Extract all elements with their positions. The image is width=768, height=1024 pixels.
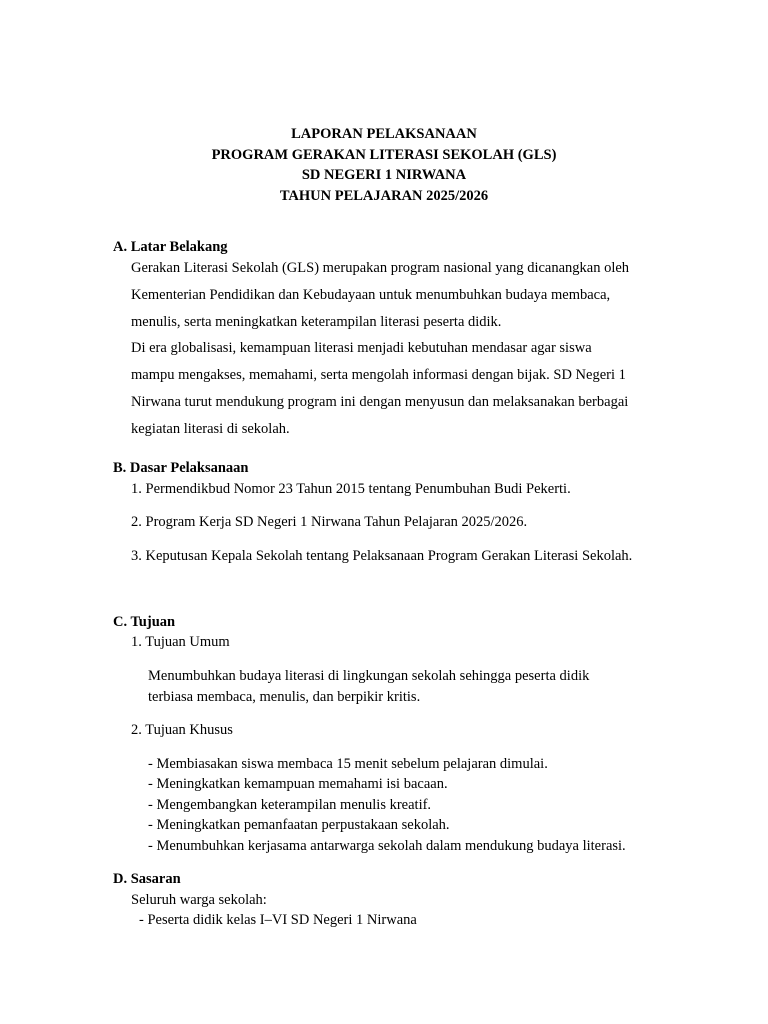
- title-line: TAHUN PELAJARAN 2025/2026: [279, 187, 489, 204]
- tujuan-khusus-item: - Meningkatkan kemampuan memahami isi bacaan.: [148, 776, 448, 792]
- section-a-line: mampu mengakses, memahami, serta mengolah informasi dengan bijak. SD Negeri 1: [131, 367, 626, 383]
- section-b-item: 2. Program Kerja SD Negeri 1 Nirwana Tahun Pelajaran 2025/2026.: [131, 514, 528, 530]
- tujuan-khusus-label: 2. Tujuan Khusus: [131, 722, 233, 738]
- tujuan-khusus-item: - Meningkatkan pemanfaatan perpustakaan sekolah.: [148, 817, 450, 833]
- section-b-heading: B. Dasar Pelaksanaan: [113, 460, 249, 476]
- section-a-line: Nirwana turut mendukung program ini dengan menyusun dan melaksanakan berbagai: [131, 394, 629, 410]
- tujuan-khusus-item: - Menumbuhkan kerjasama antarwarga sekolah dalam mendukung budaya literasi.: [148, 838, 626, 854]
- section-a-line: Di era globalisasi, kemampuan literasi menjadi kebutuhan mendasar agar siswa: [131, 340, 592, 356]
- section-a-line: kegiatan literasi di sekolah.: [131, 421, 290, 437]
- section-b-item: 3. Keputusan Kepala Sekolah tentang Pelaksanaan Program Gerakan Literasi Sekolah.: [131, 548, 633, 564]
- title-line: SD NEGERI 1 NIRWANA: [301, 167, 467, 183]
- tujuan-umum-label: 1. Tujuan Umum: [131, 634, 230, 650]
- sasaran-intro: Seluruh warga sekolah:: [131, 892, 267, 908]
- title-line: PROGRAM GERAKAN LITERASI SEKOLAH (GLS): [211, 146, 557, 163]
- tujuan-khusus-item: - Mengembangkan keterampilan menulis kreatif.: [148, 797, 432, 813]
- section-a-line: Kementerian Pendidikan dan Kebudayaan untuk menumbuhkan budaya membaca,: [131, 287, 611, 303]
- section-a-line: Gerakan Literasi Sekolah (GLS) merupakan program nasional yang dicanangkan oleh: [131, 260, 630, 276]
- section-c-heading: C. Tujuan: [113, 614, 176, 630]
- title-line: LAPORAN PELAKSANAAN: [291, 126, 477, 142]
- tujuan-umum-line: terbiasa membaca, menulis, dan berpikir kritis.: [148, 689, 421, 705]
- document-title: [0, 124, 768, 206]
- sasaran-item: - Peserta didik kelas I–VI SD Negeri 1 Nirwana: [139, 912, 417, 928]
- section-d-heading: D. Sasaran: [113, 871, 181, 887]
- tujuan-umum-line: Menumbuhkan budaya literasi di lingkungan sekolah sehingga peserta didik: [148, 668, 590, 684]
- tujuan-khusus-item: - Membiasakan siswa membaca 15 menit sebelum pelajaran dimulai.: [148, 756, 548, 772]
- section-b-item: 1. Permendikbud Nomor 23 Tahun 2015 tentang Penumbuhan Budi Pekerti.: [131, 481, 571, 497]
- section-a-heading: A. Latar Belakang: [113, 239, 228, 255]
- section-a-line: menulis, serta meningkatkan keterampilan literasi peserta didik.: [131, 314, 502, 330]
